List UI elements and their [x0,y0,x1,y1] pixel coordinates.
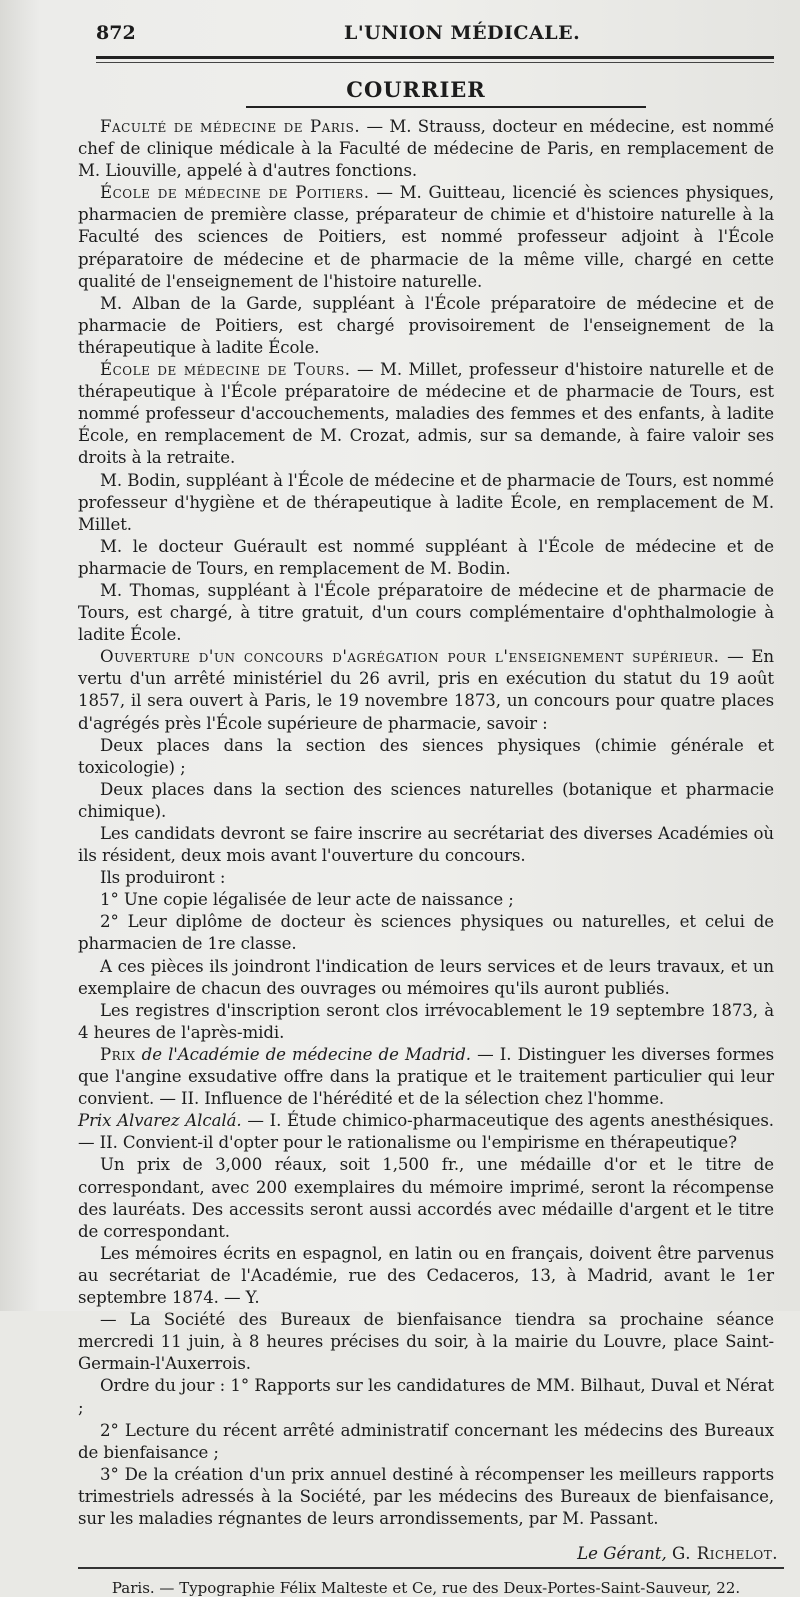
paragraph [78,1309,774,1375]
paragraph-text: 3° De la création d'un prix annuel destiné à récompenser les meilleurs rapports trimestriels adressés à la Société, par les médecins des Bureaux de bienfaisance, sur les maladies régnantes de leurs arrondissements, par M. Passant. [78,1464,774,1528]
paragraph-text: — M. Guitteau, licencié ès sciences physiques, pharmacien de première classe, préparateur de chimie et d'histoire naturelle à la Faculté des sciences de Poitiers, est nommé professeur adjoint à l'École préparatoire de médecine et de pharmacie de la même ville, chargé en cette qualité de l'enseignement de l'histoire naturelle. [78,183,774,291]
paragraph-text: A ces pièces ils joindront l'indication de leurs services et de leurs travaux, et un exemplaire de chacun des ouvrages ou mémoires qu'ils auront publiés. [78,956,774,998]
paragraph [78,823,774,867]
paragraph-text: — I. Étude chimico-pharmaceutique des agents anesthésiques. — II. Convient-il d'opter pour le rationalisme ou l'empirisme en thérapeutique? [78,1111,774,1153]
page-number: 872 [96,22,136,44]
paragraph-lead: École de médecine de Tours. [100,360,351,380]
paragraph-text: Ils produiront : [100,868,226,888]
section-rule [246,106,646,108]
paragraph-lead: Faculté de médecine de Paris. [100,117,361,136]
paragraph-text: — La Société des Bureaux de bienfaisance tiendra sa prochaine séance mercredi 11 juin, à 8 heures précises du soir, à la mairie du Louvre, place Saint-Germain-l'Auxerrois. [78,1310,774,1374]
paragraph-lead: École de médecine de Poitiers. [100,183,370,203]
paragraph [78,470,774,536]
paragraph-lead-italic: Prix Alvarez Alcalá. [78,1111,242,1131]
running-header [96,22,774,52]
paragraph [78,646,774,734]
paragraph [78,956,774,1000]
paragraph-text: M. Alban de la Garde, suppléant à l'École préparatoire de médecine et de pharmacie de Poitiers, est chargé provisoirement de l'enseignement de la thérapeutique à ladite École. [78,293,774,357]
header-rule-thin [96,62,774,63]
signature-name: G. Richelot. [672,1544,778,1563]
paragraph [78,580,774,646]
paragraph-text: Les registres d'inscription seront clos irrévocablement le 19 septembre 1873, à 4 heures de l'après-midi. [78,1000,774,1042]
signature-prefix: Le Gérant, [577,1544,667,1563]
paragraph [78,1375,774,1419]
paragraph [78,293,774,359]
paragraph [78,889,774,911]
paragraph-text: M. Thomas, suppléant à l'École préparatoire de médecine et de pharmacie de Tours, est chargé, à titre gratuit, d'un cours complémentaire d'ophthalmologie à ladite École. [78,580,774,645]
paragraph-lead: Prix [100,1044,136,1064]
paragraph-text: 1° Une copie légalisée de leur acte de naissance ; [100,890,514,910]
paragraph [78,1110,774,1154]
header-rule [96,56,774,59]
paragraph [78,1464,774,1530]
paragraph [78,182,774,292]
paragraph [78,1154,774,1242]
paragraph-text: Deux places dans la section des siences physiques (chimie générale et toxicologie) ; [78,735,774,777]
imprint: Paris. — Typographie Félix Malteste et Ce, rue des Deux-Portes-Saint-Sauveur, 22. [111,1579,741,1597]
paragraph-lead-italic: de l'Académie de médecine de Madrid. [141,1044,471,1064]
paragraph [78,779,774,823]
paragraph [78,1420,774,1464]
paragraph-text: 2° Leur diplôme de docteur ès sciences physiques ou naturelles, et celui de pharmacien de 1re classe. [78,912,774,954]
paragraph [78,359,774,469]
paragraph [78,735,774,779]
paragraph-text: M. Bodin, suppléant à l'École de médecine et de pharmacie de Tours, est nommé professeur d'hygiène et de thérapeutique à ladite École, en remplacement de M. Millet. [78,470,774,534]
paragraph [78,1000,774,1044]
paragraph-text: — M. Strauss, docteur en médecine, est nommé chef de clinique médicale à la Faculté de médecine de Paris, en remplacement de M. Liouville, appelé à d'autres fonctions. [78,117,774,181]
paragraph-lead: Ouverture d'un concours d'agrégation pour l'enseignement supérieur. [100,647,720,667]
paragraph [78,1044,774,1110]
paragraph [78,1243,774,1309]
paragraph-text: — En vertu d'un arrêté ministériel du 26 avril, pris en exécution du statut du 19 août 1857, il sera ouvert à Paris, le 19 novembre 1873, un concours pour quatre places d'agrégés près l'École supérieure de pharmacie, savoir : [78,647,774,733]
paragraph-text: — M. Millet, professeur d'histoire naturelle et de thérapeutique à l'École préparatoire de médecine et de pharmacie de Tours, est nommé professeur d'accouchements, maladies des femmes et des enfants, à ladite École, en remplacement de M. Crozat, admis, sur sa demande, à faire valoir ses droits à la retraite. [78,360,774,468]
paragraph [78,116,774,182]
paragraph-text: Deux places dans la section des sciences naturelles (botanique et pharmacie chimique). [78,779,774,821]
paragraph [78,536,774,580]
section-title: COURRIER [346,77,486,102]
paragraph-text: M. le docteur Guérault est nommé suppléant à l'École de médecine et de pharmacie de Tours, en remplacement de M. Bodin. [78,536,774,578]
paragraph [78,911,774,955]
article-body [78,116,774,1530]
paragraph-text: Les candidats devront se faire inscrire au secrétariat des diverses Académies où ils résident, deux mois avant l'ouverture du concours. [78,824,774,866]
signature [96,1544,778,1563]
paragraph-text: Ordre du jour : 1° Rapports sur les candidatures de MM. Bilhaut, Duval et Nérat ; [78,1376,774,1418]
paragraph-text: 2° Lecture du récent arrêté administratif concernant les médecins des Bureaux de bienfaisance ; [78,1420,774,1462]
paragraph [78,867,774,889]
paragraph-text: Les mémoires écrits en espagnol, en latin ou en français, doivent être parvenus au secrétariat de l'Académie, rue des Cedaceros, 13, à Madrid, avant le 1er septembre 1874. — Y. [78,1243,774,1307]
footer-rule [78,1567,784,1569]
paragraph-text: — I. Distinguer les diverses formes que l'angine exsudative offre dans la pratique et le traitement particulier qui leur convient. — II. Influence de l'hérédité et de la sélection chez l'homme. [78,1044,774,1109]
paragraph-text: Un prix de 3,000 réaux, soit 1,500 fr., une médaille d'or et le titre de correspondant, avec 200 exemplaires du mémoire imprimé, seront la récompense des lauréats. Des accessits seront aussi accordés avec médaille d'argent et le titre de correspondant. [78,1155,774,1241]
journal-title: L'UNION MÉDICALE. [344,22,581,44]
